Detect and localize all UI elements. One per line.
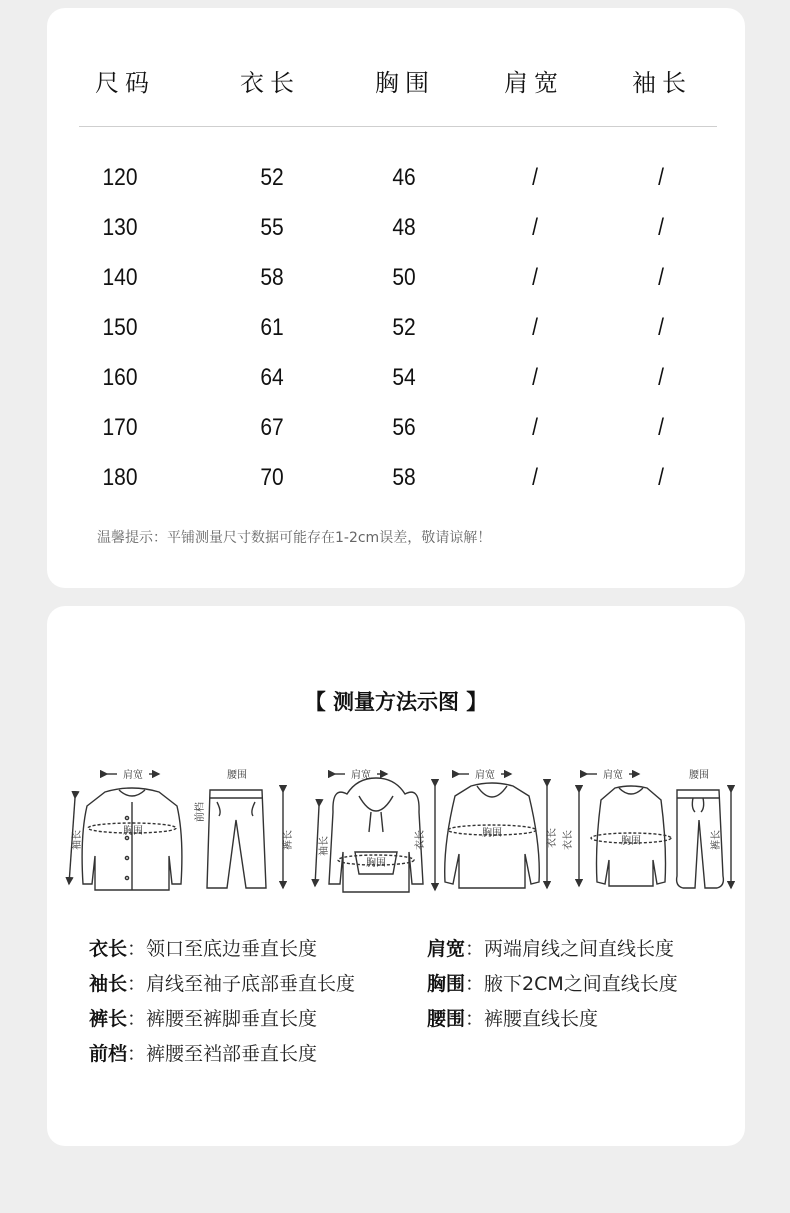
definition-item: 肩宽：两端肩线之间直线长度 xyxy=(427,938,675,960)
table-cell: 55 xyxy=(260,214,284,241)
diagram-label: 胸围 xyxy=(366,858,386,869)
diagram-label: 腰围 xyxy=(227,770,247,781)
diagram-label: 袖长 xyxy=(72,830,83,850)
size-table-card xyxy=(47,8,745,588)
diagram-label: 胸围 xyxy=(621,836,641,847)
table-cell: 140 xyxy=(102,264,138,291)
table-cell: / xyxy=(532,414,538,441)
table-cell: 64 xyxy=(260,364,284,391)
diagram-label: 衣长 xyxy=(547,828,558,848)
table-cell: / xyxy=(658,364,664,391)
table-cell: 170 xyxy=(102,414,138,441)
definition-item: 胸围：腋下2CM之间直线长度 xyxy=(427,973,678,995)
table-cell: / xyxy=(658,264,664,291)
table-cell: / xyxy=(532,164,538,191)
table-cell: / xyxy=(532,264,538,291)
header-size: 尺码 xyxy=(95,69,155,97)
table-cell: / xyxy=(658,214,664,241)
table-cell: 61 xyxy=(260,314,284,341)
table-cell: / xyxy=(532,214,538,241)
definition-item: 袖长：肩线至袖子底部垂直长度 xyxy=(89,973,356,995)
measure-title: 【 测量方法示图 】 xyxy=(304,690,488,714)
table-cell: / xyxy=(532,364,538,391)
table-cell: 48 xyxy=(392,214,416,241)
definition-item: 裤长：裤腰至裤脚垂直长度 xyxy=(89,1008,318,1030)
diagram-label: 裤长 xyxy=(283,830,294,850)
diagram-label: 前档 xyxy=(195,802,206,822)
table-cell: 54 xyxy=(392,364,416,391)
table-cell: / xyxy=(658,464,664,491)
measurement-card xyxy=(47,606,745,1146)
diagram-label: 胸围 xyxy=(482,828,502,839)
table-cell: 130 xyxy=(102,214,138,241)
header-sleeve: 袖长 xyxy=(632,69,692,97)
hoodie-drawing xyxy=(329,778,423,892)
diagram-label: 裤长 xyxy=(711,830,722,850)
table-cell: 67 xyxy=(260,414,284,441)
table-cell: / xyxy=(532,464,538,491)
garment-diagram xyxy=(47,756,745,906)
diagram-label: 衣长 xyxy=(415,830,426,850)
pants-drawing xyxy=(207,790,266,888)
table-cell: 180 xyxy=(102,464,138,491)
table-cell: / xyxy=(658,164,664,191)
diagram-label: 衣长 xyxy=(563,830,574,850)
diagram-label: 肩宽 xyxy=(123,770,143,781)
table-cell: 46 xyxy=(392,164,416,191)
table-cell: 58 xyxy=(260,264,284,291)
diagram-label: 胸围 xyxy=(123,826,143,837)
diagram-label: 肩宽 xyxy=(603,770,623,781)
table-cell: / xyxy=(658,414,664,441)
table-cell: 50 xyxy=(392,264,416,291)
header-shoulder: 肩宽 xyxy=(504,69,564,97)
jacket-drawing xyxy=(82,788,182,890)
diagram-label: 肩宽 xyxy=(475,770,495,781)
diagram-label: 袖长 xyxy=(319,836,330,856)
table-cell: / xyxy=(658,314,664,341)
table-cell: 160 xyxy=(102,364,138,391)
measurement-tip: 温馨提示：平铺测量尺寸数据可能存在1-2cm误差，敬请谅解！ xyxy=(97,530,492,546)
header-length: 衣长 xyxy=(240,69,300,97)
table-cell: 52 xyxy=(260,164,284,191)
table-cell: 150 xyxy=(102,314,138,341)
table-cell: 56 xyxy=(392,414,416,441)
definition-item: 前档：裤腰至裆部垂直长度 xyxy=(89,1043,318,1065)
diagram-label: 肩宽 xyxy=(351,770,371,781)
table-cell: 52 xyxy=(392,314,416,341)
definition-item: 衣长：领口至底边垂直长度 xyxy=(89,938,318,960)
table-cell: 58 xyxy=(392,464,416,491)
table-cell: 70 xyxy=(260,464,284,491)
header-chest: 胸围 xyxy=(375,69,435,97)
header-divider xyxy=(79,126,717,127)
table-cell: / xyxy=(532,314,538,341)
table-cell: 120 xyxy=(102,164,138,191)
diagram-label: 腰围 xyxy=(689,770,709,781)
definition-item: 腰围：裤腰直线长度 xyxy=(427,1008,599,1030)
